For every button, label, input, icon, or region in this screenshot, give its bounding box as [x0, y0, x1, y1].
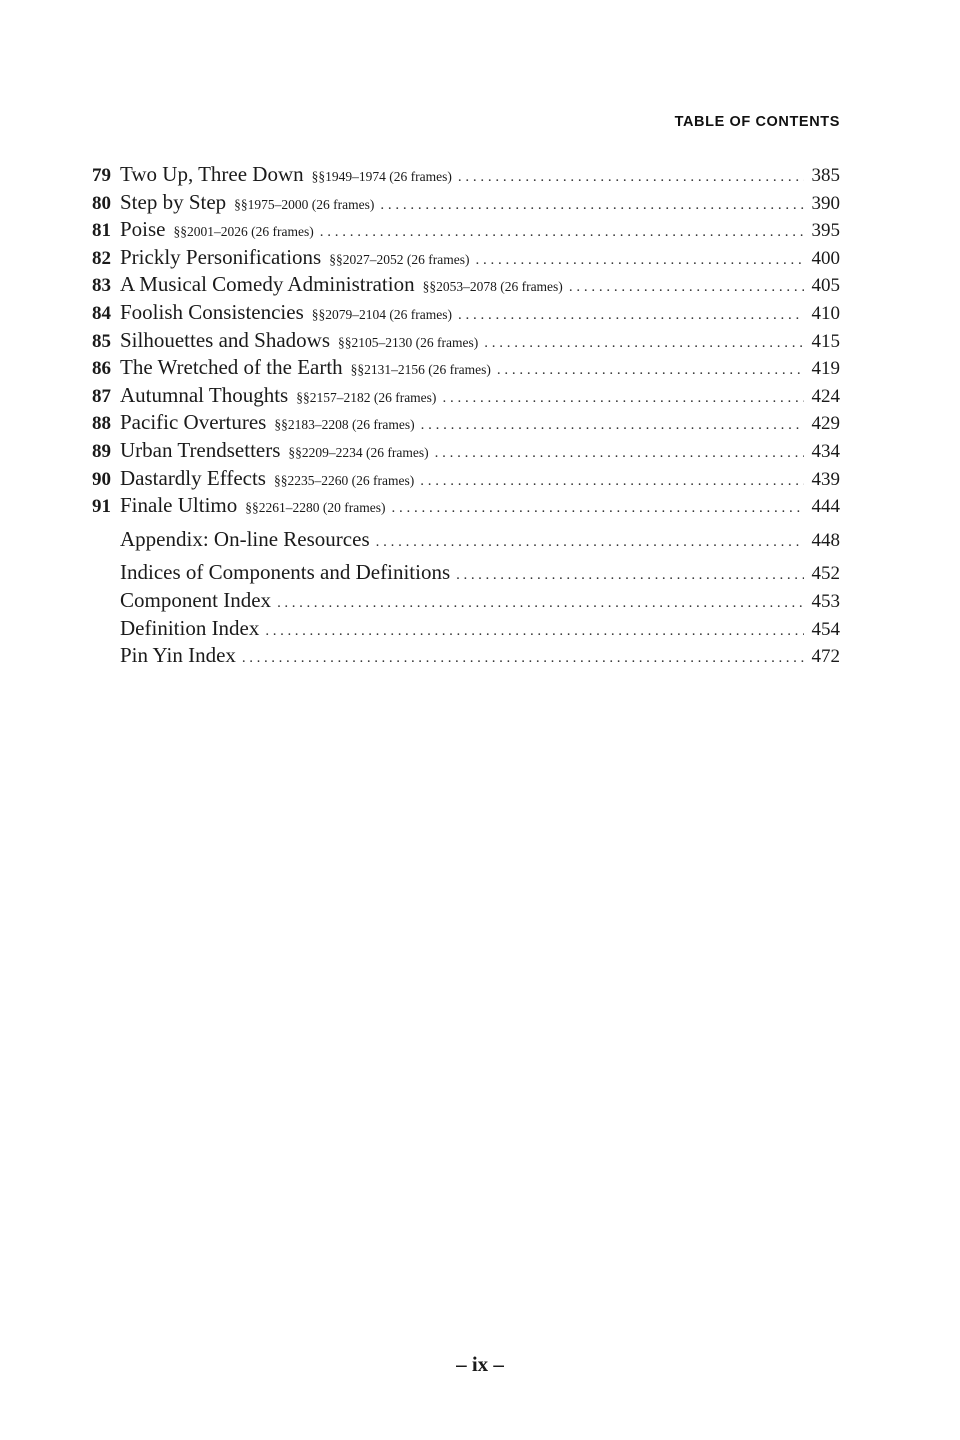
toc-entry-chapter[interactable] — [92, 162, 840, 190]
frame-range: §§2027–2052 (26 frames) — [329, 251, 470, 267]
toc-entry-chapter[interactable] — [92, 493, 840, 521]
chapter-title: Autumnal Thoughts — [120, 382, 289, 407]
index-title: Indices of Components and Definitions — [120, 560, 451, 585]
dot-leader — [421, 417, 804, 434]
chapter-title: Step by Step — [120, 189, 227, 214]
chapter-number: 87 — [92, 385, 111, 407]
chapter-title: Prickly Personifications — [120, 244, 322, 269]
chapter-number: 91 — [92, 496, 111, 518]
chapter-number: 86 — [92, 358, 111, 380]
page-number: 385 — [811, 165, 840, 186]
toc-entry-chapter[interactable] — [92, 217, 840, 245]
dot-leader — [420, 473, 804, 490]
chapter-number: 82 — [92, 247, 111, 269]
frame-range: §§2261–2280 (20 frames) — [245, 500, 386, 516]
table-of-contents — [92, 162, 840, 671]
frame-range: §§1949–1974 (26 frames) — [311, 169, 452, 184]
toc-entry-chapter[interactable] — [92, 300, 840, 328]
frame-range: §§2131–2156 (26 frames) — [350, 362, 491, 378]
frame-range: §§1975–2000 (26 frames) — [234, 196, 375, 212]
appendix-title: Appendix: On-line Resources — [120, 526, 370, 551]
page-number: 390 — [811, 192, 840, 214]
chapter-number: 89 — [92, 440, 111, 462]
toc-entry-appendix[interactable] — [92, 527, 840, 555]
dot-leader — [475, 252, 804, 269]
toc-entry-chapter[interactable] — [92, 245, 840, 273]
chapter-number: 80 — [92, 192, 111, 214]
dot-leader — [442, 390, 804, 407]
dot-leader — [456, 567, 804, 584]
chapter-title: Finale Ultimo — [120, 493, 238, 518]
dot-leader — [458, 307, 804, 324]
frame-range: §§2105–2130 (26 frames) — [338, 334, 479, 350]
chapter-title: Dastardly Effects — [120, 465, 266, 490]
toc-entry-index[interactable] — [92, 616, 840, 644]
toc-entry-chapter[interactable] — [92, 328, 840, 356]
page-number: 472 — [811, 646, 840, 668]
page-number: 454 — [811, 618, 840, 640]
dot-leader — [277, 595, 804, 612]
frame-range: §§2183–2208 (26 frames) — [274, 417, 415, 433]
chapter-title: Pacific Overtures — [120, 410, 267, 435]
page-number: 453 — [811, 590, 840, 612]
dot-leader — [380, 197, 804, 214]
dot-leader — [265, 623, 804, 640]
chapter-title: A Musical Comedy Administration — [120, 272, 415, 297]
dot-leader — [435, 445, 804, 462]
dot-leader — [569, 279, 804, 296]
dot-leader — [391, 500, 804, 517]
page-number: 419 — [811, 358, 840, 380]
chapter-title: Foolish Consistencies — [120, 299, 304, 324]
dot-leader — [242, 650, 804, 667]
page-number: 395 — [811, 220, 840, 242]
index-title: Definition Index — [120, 615, 260, 640]
chapter-title: Urban Trendsetters — [120, 437, 281, 462]
frame-range: §§2001–2026 (26 frames) — [173, 224, 314, 240]
dot-leader — [320, 224, 804, 241]
page-number: 410 — [811, 302, 840, 324]
page-number: 424 — [811, 385, 840, 407]
frame-range: §§2053–2078 (26 frames) — [422, 279, 563, 295]
dot-leader — [484, 335, 804, 352]
index-title: Component Index — [120, 587, 272, 612]
page-number: 415 — [811, 330, 840, 352]
page-number: 405 — [811, 275, 840, 297]
index-title: Pin Yin Index — [120, 643, 236, 668]
frame-range: §§2157–2182 (26 frames) — [296, 389, 437, 405]
dot-leader — [497, 362, 804, 379]
frame-range: §§2235–2260 (26 frames) — [273, 472, 415, 488]
chapter-number: 88 — [92, 413, 111, 435]
toc-entry-chapter[interactable] — [92, 466, 840, 494]
chapter-number: 84 — [92, 302, 111, 324]
running-head: TABLE OF CONTENTS — [674, 114, 840, 130]
toc-entry-chapter[interactable] — [92, 355, 840, 383]
toc-entry-index[interactable] — [92, 588, 840, 616]
chapter-title: Two Up, Three Down — [120, 162, 304, 186]
chapter-number: 85 — [92, 330, 111, 352]
toc-entry-chapter[interactable] — [92, 272, 840, 300]
page-folio: – ix – — [456, 1352, 504, 1376]
toc-entry-chapter[interactable] — [92, 383, 840, 411]
page-number: 439 — [811, 468, 840, 490]
frame-range: §§2209–2234 (26 frames) — [288, 444, 429, 460]
toc-entry-index[interactable] — [92, 643, 840, 671]
chapter-number: 79 — [92, 165, 111, 186]
chapter-number: 81 — [92, 220, 111, 242]
page-number: 400 — [811, 247, 840, 269]
page-number: 448 — [811, 529, 840, 551]
chapter-title: The Wretched of the Earth — [120, 355, 343, 380]
chapter-number: 90 — [92, 468, 111, 490]
toc-entry-chapter[interactable] — [92, 190, 840, 218]
page-number: 444 — [811, 496, 840, 518]
toc-entry-index[interactable] — [92, 560, 840, 588]
chapter-title: Silhouettes and Shadows — [120, 327, 330, 352]
toc-entry-chapter[interactable] — [92, 410, 840, 438]
page-number: 429 — [811, 413, 840, 435]
dot-leader — [376, 534, 804, 551]
dot-leader — [458, 169, 804, 186]
chapter-number: 83 — [92, 275, 111, 297]
chapter-title: Poise — [120, 217, 166, 242]
toc-entry-chapter[interactable] — [92, 438, 840, 466]
page-number: 434 — [811, 440, 840, 462]
page-number: 452 — [811, 563, 840, 585]
frame-range: §§2079–2104 (26 frames) — [311, 306, 452, 322]
